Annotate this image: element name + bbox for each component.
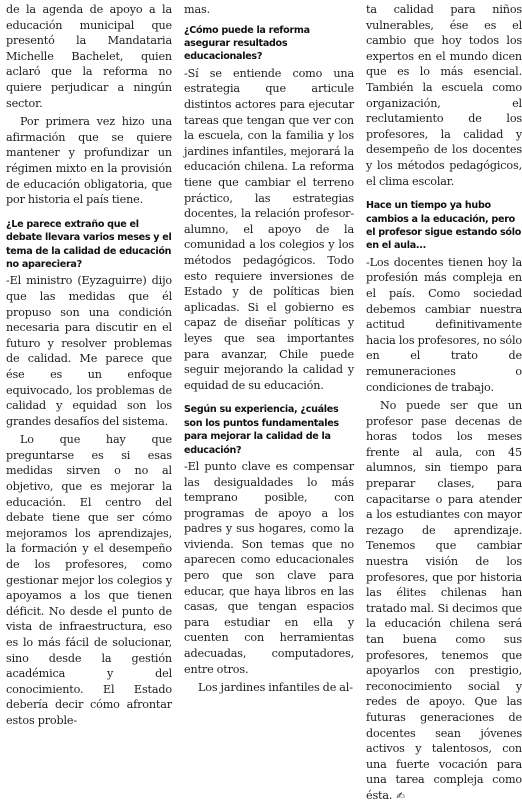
paragraph-text: No puede ser que un profesor pase decenas de horas todos los meses frente al aula, con 45 alumnos, sin tiempo para preparar clases, para capacitarse o para atender a los estudiantes con mayor rezago de aprendizaje. Tenemos que cambiar nuestra visión de los profesores, que por historia las élites chilenas han tratado mal. Si decimos que la educación chilena será tan buena como sus profesores, tenemos que apoyarlos con prestigio, reconocimiento social y redes de apoyo. Que las futuras generaciones de docentes sean jóvenes activos y talentosos, con una fuerte vocación para una tarea compleja como ésta. bbox=[366, 399, 522, 802]
column-3 bbox=[366, 2, 522, 805]
paragraph: Lo que hay que preguntarse es si esas medidas sirven o no al objetivo, que es mejorar la educación. El centro del debate tiene que ser cómo mejoramos los aprendizajes, la formación y el desempeño de los profesores, como gestionar mejor los colegios y apoyamos a los que tienen déficit. No desde el punto de vista de infraestructura, eso es lo más fácil de solucionar, sino desde la gestión académica y del conocimiento. El Estado debería decir cómo afrontar estos proble- bbox=[6, 433, 172, 727]
paragraph: Por primera vez hizo una afirmación que se quiere mantener y profundizar un régimen mixto en la provisión de educación obligatoria, que por historia el país tiene. bbox=[6, 115, 172, 207]
interview-question: ¿Le parece extraño que el debate llevara varios meses y el tema de la calidad de educación no apareciera? bbox=[6, 218, 172, 270]
interview-question: Según su experiencia, ¿cuáles son los puntos fundamentales para mejorar la calidad de la educación? bbox=[184, 404, 339, 456]
answer-paragraph: -Los docentes tienen hoy la profesión más compleja en el país. Como sociedad debemos cambiar nuestra actitud definitivamente hacia los profesores, no sólo en el trato de remuneraciones o condiciones de trabajo. bbox=[366, 255, 522, 394]
paragraph: ta calidad para niños vulnerables, ése es el cambio que hoy todos los expertos en el mundo dicen que es lo más esencial. También la escuela como organización, el reclutamiento de los profesores, la calidad y desempeño de los docentes y los métodos pedagógicos, el clima escolar. bbox=[366, 3, 522, 188]
answer-paragraph: -Sí se entiende como una estrategia que articule distintos actores para ejecutar tareas que tengan que ver con la escuela, con la familia y los jardines infantiles, mejorará la educación chilena. La reforma tiene que cambiar el terreno práctico, las estrategias docentes, la relación profesor-alumno, el apoyo de la comunidad a los colegios y los métodos pedagógicos. Todo esto requiere inversiones de Estado y de políticas bien aplicadas. Si el gobierno es capaz de diseñar políticas y leyes que sea importantes para avanzar, Chile puede seguir mejorando la calidad y equidad de su educación. bbox=[184, 66, 354, 392]
paragraph: mas. bbox=[184, 3, 210, 16]
paragraph: de la agenda de apoyo a la educación municipal que presentó la Mandataria Michelle Bachelet, quien aclaró que la reforma no quiere perjudicar a ningún sector. bbox=[6, 3, 172, 110]
end-of-article-icon: ✍ bbox=[396, 790, 405, 802]
column-2 bbox=[184, 2, 354, 805]
paragraph bbox=[366, 398, 522, 804]
answer-paragraph: -El punto clave es compensar las desigualdades lo más temprano posible, con programas de apoyo a los padres y sus hogares, como la vivienda. Son temas que no aparecen como educacionales pero que son clave para educar, que haya libros en las casas, que tengan espacios para estudiar en ella y cuenten con herramientas adecuadas, computadores, entre otros. bbox=[184, 459, 354, 676]
answer-paragraph: -El ministro (Eyzaguirre) dijo que las medidas que él propuso son una condición necesaria para discutir en el futuro y resolver problemas de calidad. Me parece que ése es un enfoque equivocado, los problemas de calidad y equidad son los grandes desafíos del sistema. bbox=[6, 274, 172, 428]
interview-question: ¿Cómo puede la reforma asegurar resultados educacionales? bbox=[184, 24, 310, 63]
column-1 bbox=[6, 2, 172, 805]
interview-question: Hace un tiempo ya hubo cambios a la educación, pero el profesor sigue estando sólo en el aula... bbox=[366, 200, 522, 252]
paragraph: Los jardines infantiles de al- bbox=[198, 681, 353, 695]
